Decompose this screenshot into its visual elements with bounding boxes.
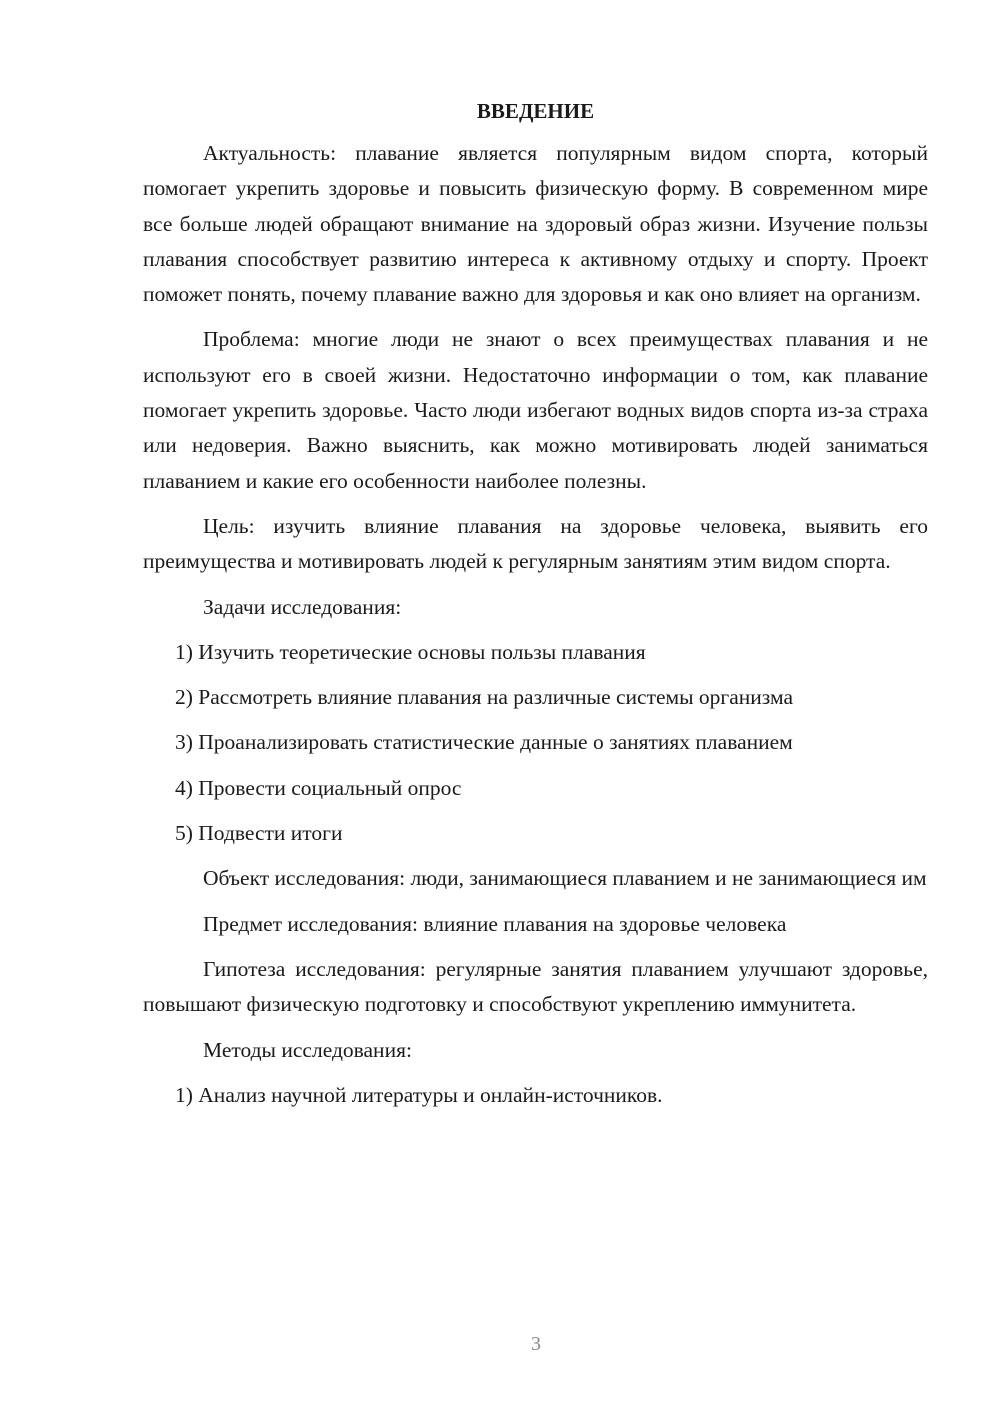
task-item: 2) Рассмотреть влияние плавания на различные системы организма — [175, 685, 793, 710]
methods-list — [143, 1078, 928, 1113]
subject-paragraph: Предмет исследования: влияние плавания на здоровье человека — [203, 911, 787, 936]
tasks-list — [143, 635, 928, 851]
hypothesis-paragraph: Гипотеза исследования: регулярные занятия плаванием улучшают здоровье, повышают физическую подготовку и способствуют укреплению иммунитета. — [143, 956, 928, 1017]
page-title: ВВЕДЕНИЕ — [476, 99, 595, 123]
methods-heading: Методы исследования: — [203, 1037, 412, 1062]
task-item: 1) Изучить теоретические основы пользы плавания — [175, 639, 646, 664]
document-page — [143, 96, 928, 1123]
task-item: 3) Проанализировать статистические данные о занятиях плаванием — [175, 730, 793, 755]
tasks-heading: Задачи исследования: — [203, 594, 402, 619]
relevance-paragraph: Актуальность: плавание является популярным видом спорта, который помогает укрепить здоровье и повысить физическую форму. В современном мире все больше людей обращают внимание на здоровый образ жизни. Изучение пользы плавания способствует развитию интереса к активному отдыху и спорту. Проект поможет понять, почему плавание важно для здоровья и как оно влияет на организм. — [143, 141, 928, 307]
task-item: 5) Подвести итоги — [175, 821, 343, 846]
page-number: 3 — [531, 1333, 541, 1355]
goal-paragraph: Цель: изучить влияние плавания на здоровье человека, выявить его преимущества и мотивировать людей к регулярным занятиям этим видом спорта. — [143, 513, 928, 574]
method-item: 1) Анализ научной литературы и онлайн-источников. — [175, 1082, 663, 1107]
problem-paragraph: Проблема: многие люди не знают о всех преимуществах плавания и не используют его в своей жизни. Недостаточно информации о том, как плавание помогает укрепить здоровье. Часто люди избегают водных видов спорта из-за страха или недоверия. Важно выяснить, как можно мотивировать людей заниматься плаванием и какие его особенности наиболее полезны. — [143, 327, 928, 493]
object-paragraph: Объект исследования: люди, занимающиеся плаванием и не занимающиеся им — [203, 866, 927, 891]
task-item: 4) Провести социальный опрос — [175, 775, 462, 800]
